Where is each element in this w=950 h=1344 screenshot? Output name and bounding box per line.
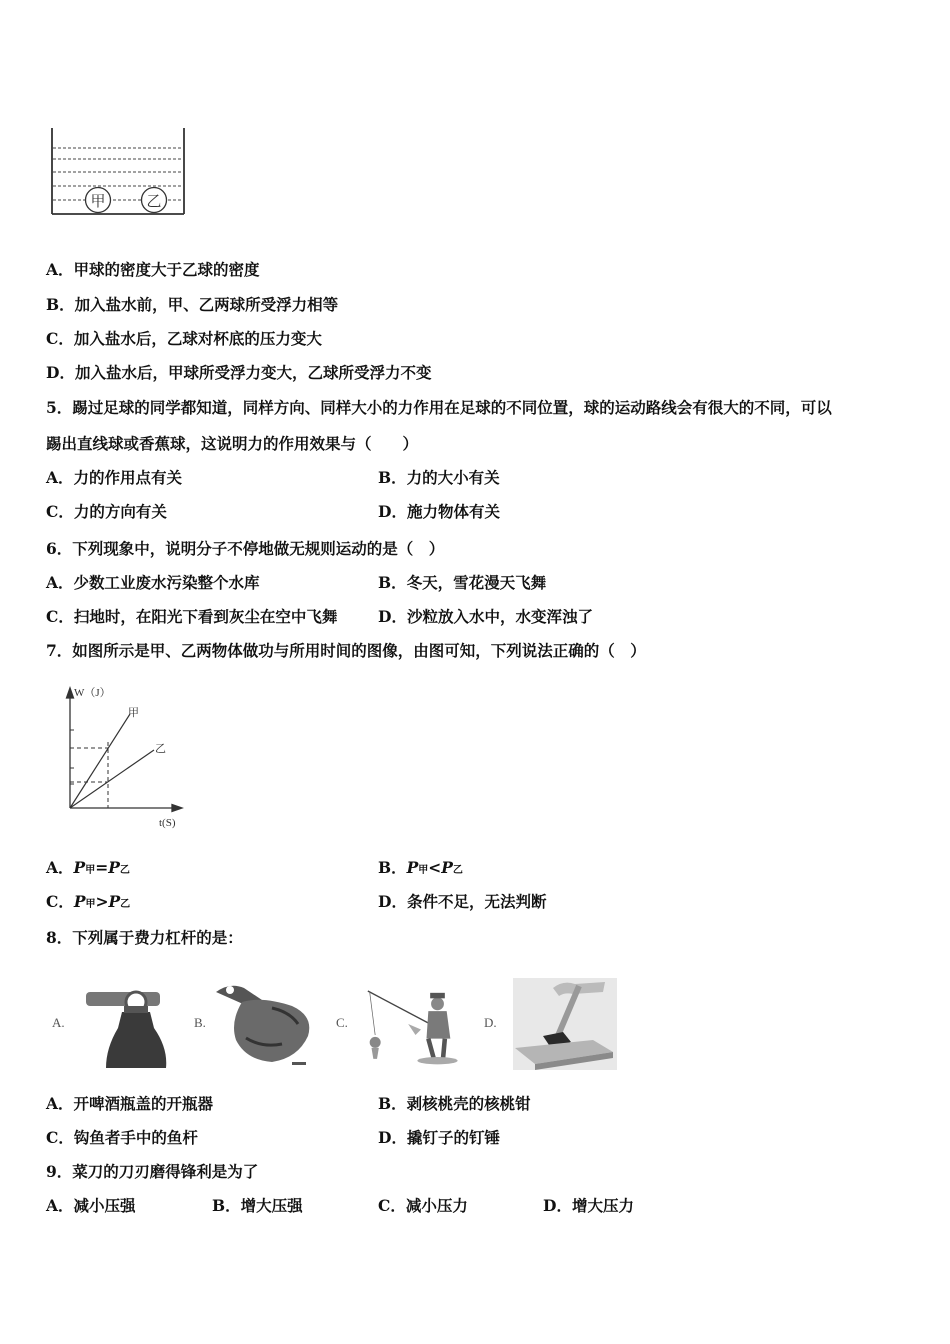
q5-option-c: C．力的方向有关 [46, 502, 167, 521]
q5-option-a: A．力的作用点有关 [46, 468, 183, 487]
q8-option-b: B．剥核桃壳的核桃钳 [378, 1094, 531, 1113]
q7-option-a-p1: P [73, 858, 86, 877]
beaker-figure [46, 126, 191, 218]
q8-option-c: C．钩鱼者手中的鱼杆 [46, 1128, 198, 1147]
q7-option-c-rel: > [95, 892, 109, 911]
q6-stem: 6．下列现象中，说明分子不停地做无规则运动的是（ ） [46, 539, 445, 558]
fishing-rod-image [355, 978, 465, 1070]
q4-option-d: D．加入盐水后，甲球所受浮力变大，乙球所受浮力不变 [46, 363, 432, 382]
line-yi-label: 乙 [155, 742, 166, 755]
q8-pic-label-b: B. [194, 1015, 206, 1030]
q6-option-a: A．少数工业废水污染整个水库 [46, 573, 260, 592]
q8-pic-label-a: A. [52, 1015, 65, 1030]
q8-option-d: D．撬钉子的钉锤 [378, 1128, 500, 1147]
q7-option-c-p2: P [108, 892, 121, 911]
q7-option-a-p2: P [108, 858, 120, 877]
line-yi [70, 750, 154, 808]
q7-option-b [378, 858, 463, 881]
claw-hammer-image [510, 978, 620, 1070]
q8-pic-label-c: C. [336, 1015, 348, 1030]
q9-option-a: A．减小压强 [46, 1196, 136, 1215]
q7-option-a-sub1: 甲 [85, 865, 96, 876]
q9-option-c: C．减小压力 [378, 1196, 468, 1215]
q6-option-b: B．冬天，雪花漫天飞舞 [378, 573, 547, 592]
nutcracker-image [212, 978, 322, 1070]
q7-option-a-rel: = [95, 858, 109, 877]
q5-option-b: B．力的大小有关 [378, 468, 500, 487]
work-time-graph [56, 680, 191, 835]
q7-option-b-p2: P [441, 858, 453, 877]
q7-option-b-sub2: 乙 [452, 865, 463, 876]
q6-option-c: C．扫地时，在阳光下看到灰尘在空中飞舞 [46, 607, 338, 626]
q7-stem: 7．如图所示是甲、乙两物体做功与所用时间的图像，由图可知，下列说法正确的（ ） [46, 641, 646, 660]
q7-option-c-sub2: 乙 [120, 899, 131, 910]
ball-jia-label: 甲 [90, 192, 106, 210]
q7-option-b-rel: < [428, 858, 442, 877]
q7-option-a [46, 858, 130, 881]
ball-yi-label: 乙 [146, 192, 162, 210]
q7-option-d: D．条件不足，无法判断 [378, 892, 547, 911]
q9-option-b: B．增大压强 [212, 1196, 303, 1215]
q7-option-b-sub1: 甲 [418, 865, 429, 876]
q5-stem-line2: 踢出直线球或香蕉球，这说明力的作用效果与（ ） [46, 434, 419, 453]
q8-option-a: A．开啤酒瓶盖的开瓶器 [46, 1094, 214, 1113]
q7-option-a-prefix: A． [46, 858, 74, 877]
q7-option-c [46, 892, 130, 915]
q7-option-c-p1: P [73, 892, 86, 911]
x-axis-label: t(S) [159, 817, 176, 829]
q8-pic-label-d: D. [484, 1015, 497, 1030]
q7-option-c-prefix: C． [46, 892, 74, 911]
q6-option-d: D．沙粒放入水中，水变浑浊了 [378, 607, 593, 626]
q7-option-b-prefix: B． [378, 858, 407, 877]
q7-option-c-sub1: 甲 [85, 899, 96, 910]
q9-option-d: D．增大压力 [543, 1196, 634, 1215]
q7-option-b-p1: P [406, 858, 419, 877]
bottle-opener-image [78, 978, 188, 1070]
y-axis-label: W（J） [74, 687, 111, 699]
line-jia [70, 714, 130, 808]
line-jia-label: 甲 [128, 706, 139, 719]
q9-stem: 9．菜刀的刀刃磨得锋利是为了 [46, 1162, 259, 1181]
q5-option-d: D．施力物体有关 [378, 502, 500, 521]
q5-stem-line1: 5．踢过足球的同学都知道，同样方向、同样大小的力作用在足球的不同位置，球的运动路线会有很大的不同，可以 [46, 398, 832, 417]
q7-option-a-sub2: 乙 [119, 865, 130, 876]
q4-option-c: C．加入盐水后，乙球对杯底的压力变大 [46, 329, 322, 348]
q4-option-a: A．甲球的密度大于乙球的密度 [46, 260, 260, 279]
q4-option-b: B．加入盐水前，甲、乙两球所受浮力相等 [46, 295, 339, 314]
q8-stem: 8．下列属于费力杠杆的是： [46, 928, 243, 947]
